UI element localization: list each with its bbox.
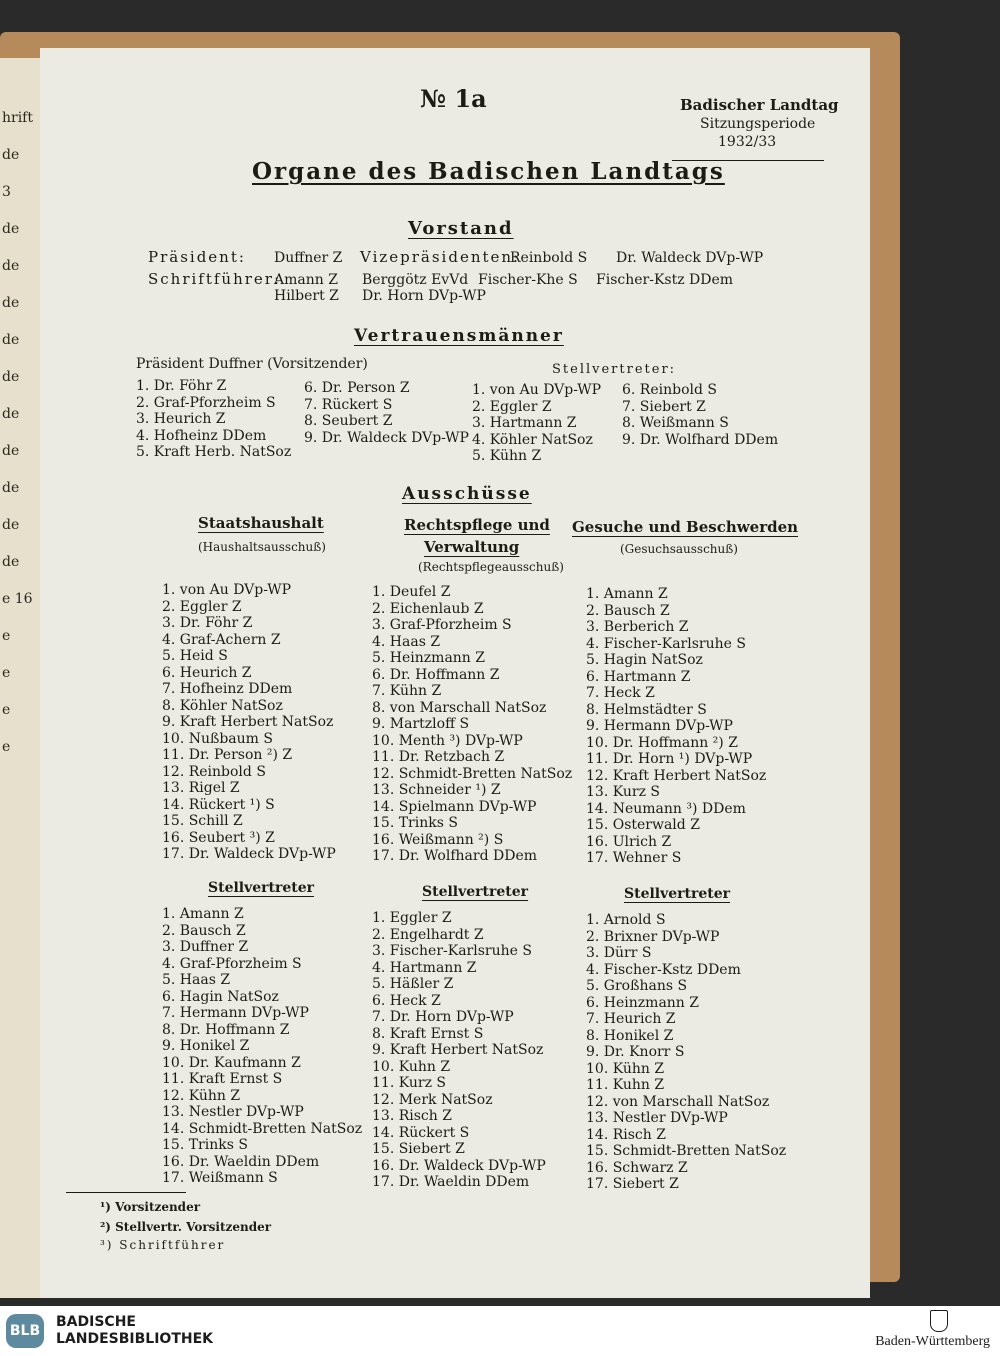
list-item: 9. Dr. Knorr S	[586, 1044, 685, 1060]
list-item: 3. Hartmann Z	[472, 415, 577, 431]
left-page-fragment: de	[2, 517, 20, 533]
list-item: 1. von Au DVp-WP	[162, 582, 292, 598]
list-item: 9. Kraft Herbert NatSoz	[162, 714, 334, 730]
left-page-fragment: de	[2, 295, 20, 311]
schrift-4: Fischer-Kstz DDem	[596, 272, 734, 288]
list-item: 4. Graf-Pforzheim S	[162, 955, 302, 972]
vorstand-heading: Vorstand	[408, 218, 514, 239]
list-item: 13. Rigel Z	[162, 780, 240, 796]
list-item: 7. Dr. Horn DVp-WP	[372, 1009, 514, 1025]
praesident-label: Präsident:	[148, 248, 246, 266]
list-item: 17. Weißmann S	[162, 1170, 278, 1186]
list-item: 3. Dr. Föhr Z	[162, 615, 253, 631]
left-page-fragment: 3	[2, 184, 11, 200]
left-page-fragment: e	[2, 739, 11, 755]
vize-2: Dr. Waldeck DVp-WP	[616, 250, 764, 266]
footer-bar	[0, 1306, 1000, 1356]
list-item: 14. Risch Z	[586, 1126, 666, 1143]
list-item: 11. Dr. Person ²) Z	[162, 747, 293, 763]
list-item: 17. Wehner S	[586, 850, 682, 866]
list-item: 3. Heurich Z	[136, 411, 226, 427]
list-item: 8. Seubert Z	[304, 413, 393, 429]
page-number: № 1a	[420, 84, 487, 113]
list-item: 16. Weißmann ²) S	[372, 831, 504, 848]
list-item: 5. Häßler Z	[372, 976, 454, 992]
list-item: 16. Dr. Waeldin DDem	[162, 1153, 320, 1170]
list-item: 8. Dr. Hoffmann Z	[162, 1021, 290, 1038]
ausschuesse-heading: Ausschüsse	[402, 484, 532, 504]
list-item: 7. Siebert Z	[622, 398, 706, 415]
list-item: 10. Kuhn Z	[372, 1058, 451, 1075]
list-item: 10. Kühn Z	[586, 1060, 665, 1077]
vertrauen-col4	[622, 382, 778, 448]
committee-3-stellv-title: Stellvertreter	[624, 886, 731, 902]
vertrauen-stellv-label: Stellvertreter:	[552, 362, 677, 377]
page-title: Organe des Badischen Landtags	[252, 158, 725, 185]
list-item: 7. Hermann DVp-WP	[162, 1005, 309, 1021]
list-item: 16. Ulrich Z	[586, 833, 672, 850]
vertrauen-col2	[304, 380, 469, 446]
committee-3-stellv	[586, 912, 786, 1193]
list-item: 9. Dr. Wolfhard DDem	[622, 431, 779, 448]
left-page-fragment: de	[2, 258, 20, 274]
list-item: 2. Bausch Z	[162, 922, 246, 939]
list-item: 12. Schmidt-Bretten NatSoz	[372, 765, 573, 782]
committee-1-stellv	[162, 906, 362, 1187]
list-item: 12. Kühn Z	[162, 1087, 241, 1104]
list-item: 14. Neumann ³) DDem	[586, 800, 746, 817]
committee-2-title2: Verwaltung	[424, 538, 520, 556]
list-item: 5. Heinzmann Z	[372, 650, 486, 666]
list-item: 9. Martzloff S	[372, 716, 470, 732]
left-page-fragment: de	[2, 332, 20, 348]
list-item: 5. Kraft Herb. NatSoz	[136, 444, 292, 460]
list-item: 5. Hagin NatSoz	[586, 652, 703, 668]
list-item: 6. Heinzmann Z	[586, 994, 700, 1011]
left-page-edge	[0, 58, 41, 1298]
left-page-fragment: de	[2, 147, 20, 163]
schrift-1: Amann Z	[274, 272, 338, 288]
list-item: 17. Dr. Waldeck DVp-WP	[162, 846, 336, 862]
list-item: 15. Trinks S	[162, 1137, 248, 1153]
list-item: 15. Siebert Z	[372, 1141, 465, 1157]
list-item: 4. Haas Z	[372, 633, 441, 650]
list-item: 14. Schmidt-Bretten NatSoz	[162, 1120, 363, 1137]
committee-3-title: Gesuche und Beschwerden	[572, 518, 799, 536]
list-item: 16. Schwarz Z	[586, 1159, 688, 1176]
list-item: 4. Fischer-Kstz DDem	[586, 961, 741, 978]
list-item: 11. Kuhn Z	[586, 1077, 665, 1093]
footnote-3: ³) Schriftführer	[100, 1238, 226, 1252]
list-item: 12. Merk NatSoz	[372, 1091, 493, 1108]
list-item: 17. Dr. Waeldin DDem	[372, 1174, 530, 1190]
list-item: 5. Großhans S	[586, 978, 688, 994]
list-item: 2. Brixner DVp-WP	[586, 928, 720, 945]
left-page-fragment: de	[2, 443, 20, 459]
vertrauen-praesident: Präsident Duffner (Vorsitzender)	[136, 356, 368, 372]
left-page-fragment: e	[2, 702, 11, 718]
list-item: 3. Duffner Z	[162, 939, 249, 955]
list-item: 7. Hofheinz DDem	[162, 681, 293, 697]
committee-2-stellv	[372, 910, 546, 1191]
coat-of-arms-icon	[930, 1310, 948, 1332]
list-item: 4. Hofheinz DDem	[136, 427, 267, 444]
list-item: 1. Dr. Föhr Z	[136, 378, 227, 394]
list-item: 7. Heurich Z	[586, 1011, 676, 1027]
footnote-rule	[66, 1192, 186, 1193]
list-item: 6. Dr. Person Z	[304, 380, 410, 396]
footnote-1: ¹) Vorsitzender	[100, 1200, 201, 1214]
list-item: 14. Spielmann DVp-WP	[372, 798, 537, 815]
publisher: Badischer Landtag	[680, 96, 839, 114]
list-item: 1. von Au DVp-WP	[472, 382, 602, 398]
session: Sitzungsperiode	[700, 116, 816, 132]
list-item: 10. Dr. Hoffmann ²) Z	[586, 734, 738, 751]
institution-line1: BADISCHE	[56, 1314, 136, 1330]
list-item: 3. Fischer-Karlsruhe S	[372, 943, 532, 959]
schrift-3: Fischer-Khe S	[478, 272, 578, 288]
vertrauen-col1	[136, 378, 291, 461]
list-item: 6. Heurich Z	[162, 664, 252, 681]
list-item: 13. Nestler DVp-WP	[162, 1104, 304, 1120]
list-item: 13. Risch Z	[372, 1108, 452, 1124]
list-item: 3. Dürr S	[586, 945, 652, 961]
list-item: 5. Haas Z	[162, 972, 231, 988]
list-item: 2. Eggler Z	[162, 598, 242, 615]
list-item: 8. Weißmann S	[622, 415, 729, 431]
list-item: 8. Köhler NatSoz	[162, 697, 283, 714]
left-page-fragment: de	[2, 369, 20, 385]
list-item: 8. Honikel Z	[586, 1027, 674, 1044]
list-item: 8. Helmstädter S	[586, 701, 707, 718]
list-item: 1. Arnold S	[586, 912, 666, 928]
year: 1932/33	[718, 134, 777, 150]
list-item: 6. Heck Z	[372, 992, 441, 1009]
list-item: 2. Bausch Z	[586, 602, 670, 619]
list-item: 16. Dr. Waldeck DVp-WP	[372, 1157, 546, 1174]
list-item: 4. Fischer-Karlsruhe S	[586, 635, 746, 652]
list-item: 3. Graf-Pforzheim S	[372, 617, 512, 633]
list-item: 9. Hermann DVp-WP	[586, 718, 733, 734]
list-item: 6. Hartmann Z	[586, 668, 691, 685]
list-item: 6. Reinbold S	[622, 382, 717, 398]
list-item: 6. Hagin NatSoz	[162, 988, 279, 1005]
list-item: 10. Nußbaum S	[162, 730, 273, 747]
list-item: 4. Graf-Achern Z	[162, 631, 281, 648]
schrift-label: Schriftführer:	[148, 270, 282, 288]
list-item: 4. Hartmann Z	[372, 959, 477, 976]
list-item: 15. Schill Z	[162, 813, 243, 829]
list-item: 12. von Marschall NatSoz	[586, 1093, 770, 1110]
list-item: 2. Engelhardt Z	[372, 926, 484, 943]
list-item: 11. Kurz S	[372, 1075, 446, 1091]
list-item: 10. Dr. Kaufmann Z	[162, 1054, 301, 1071]
list-item: 13. Schneider ¹) Z	[372, 782, 501, 798]
left-page-fragment: de	[2, 221, 20, 237]
committee-1-sub: (Haushaltsausschuß)	[198, 540, 326, 554]
committee-1-stellv-title: Stellvertreter	[208, 880, 315, 896]
list-item: 11. Dr. Horn ¹) DVp-WP	[586, 751, 753, 767]
schrift-5: Hilbert Z	[274, 288, 339, 304]
list-item: 16. Seubert ³) Z	[162, 829, 275, 846]
left-page-fragment: e 16	[2, 591, 33, 607]
list-item: 17. Dr. Wolfhard DDem	[372, 848, 537, 864]
list-item: 9. Honikel Z	[162, 1038, 250, 1054]
committee-2-title1: Rechtspflege und	[404, 516, 550, 534]
footnote-2: ²) Stellvertr. Vorsitzender	[100, 1220, 272, 1234]
list-item: 13. Nestler DVp-WP	[586, 1110, 728, 1126]
committee-1-members	[162, 582, 336, 863]
list-item: 9. Kraft Herbert NatSoz	[372, 1042, 544, 1058]
list-item: 8. von Marschall NatSoz	[372, 699, 547, 716]
institution-line2: LANDESBIBLIOTHEK	[56, 1331, 214, 1347]
left-page-fragment: de	[2, 406, 20, 422]
blb-logo[interactable]: BLB	[6, 1314, 44, 1348]
list-item: 12. Reinbold S	[162, 763, 266, 780]
list-item: 4. Köhler NatSoz	[472, 431, 593, 448]
list-item: 9. Dr. Waldeck DVp-WP	[304, 429, 469, 446]
vize-1: Reinbold S	[510, 250, 588, 266]
list-item: 7. Rückert S	[304, 396, 393, 413]
list-item: 11. Dr. Retzbach Z	[372, 749, 505, 765]
praesident-name: Duffner Z	[274, 250, 343, 266]
list-item: 6. Dr. Hoffmann Z	[372, 666, 500, 683]
vertrauen-heading: Vertrauensmänner	[354, 326, 564, 346]
list-item: 5. Heid S	[162, 648, 228, 664]
list-item: 17. Siebert Z	[586, 1176, 679, 1192]
schrift-2: Berggötz EvVd	[362, 272, 469, 288]
list-item: 7. Kühn Z	[372, 683, 442, 699]
list-item: 12. Kraft Herbert NatSoz	[586, 767, 767, 784]
list-item: 14. Rückert S	[372, 1124, 470, 1141]
committee-2-sub: (Rechtspflegeausschuß)	[418, 560, 564, 574]
list-item: 13. Kurz S	[586, 784, 660, 800]
left-page-fragment: de	[2, 554, 20, 570]
list-item: 8. Kraft Ernst S	[372, 1025, 484, 1042]
list-item: 2. Eichenlaub Z	[372, 600, 484, 617]
list-item: 14. Rückert ¹) S	[162, 796, 275, 813]
committee-2-members	[372, 584, 572, 865]
list-item: 2. Eggler Z	[472, 398, 552, 415]
left-page-fragment: e	[2, 665, 11, 681]
schrift-6: Dr. Horn DVp-WP	[362, 288, 486, 304]
committee-3-sub: (Gesuchsausschuß)	[620, 542, 738, 556]
list-item: 11. Kraft Ernst S	[162, 1071, 283, 1087]
list-item: 10. Menth ³) DVp-WP	[372, 732, 523, 749]
state-name[interactable]: Baden-Württemberg	[875, 1334, 990, 1349]
list-item: 1. Eggler Z	[372, 910, 452, 926]
committee-2-stellv-title: Stellvertreter	[422, 884, 529, 900]
vize-label: Vizepräsidenten:	[360, 248, 521, 266]
list-item: 1. Deufel Z	[372, 584, 451, 600]
left-page-fragment: de	[2, 480, 20, 496]
document-page	[40, 48, 870, 1298]
list-item: 1. Amann Z	[162, 906, 244, 922]
list-item: 2. Graf-Pforzheim S	[136, 394, 276, 411]
list-item: 5. Kühn Z	[472, 448, 542, 464]
list-item: 15. Osterwald Z	[586, 817, 700, 833]
left-page-fragment: e	[2, 628, 11, 644]
institution-name[interactable]	[56, 1314, 213, 1348]
left-page-fragment: hrift	[2, 110, 33, 126]
list-item: 15. Schmidt-Bretten NatSoz	[586, 1143, 787, 1159]
list-item: 15. Trinks S	[372, 815, 458, 831]
committee-1-title: Staatshaushalt	[198, 514, 324, 532]
committee-3-members	[586, 586, 766, 867]
list-item: 7. Heck Z	[586, 685, 655, 701]
vertrauen-col3	[472, 382, 601, 465]
list-item: 3. Berberich Z	[586, 619, 689, 635]
list-item: 1. Amann Z	[586, 586, 668, 602]
